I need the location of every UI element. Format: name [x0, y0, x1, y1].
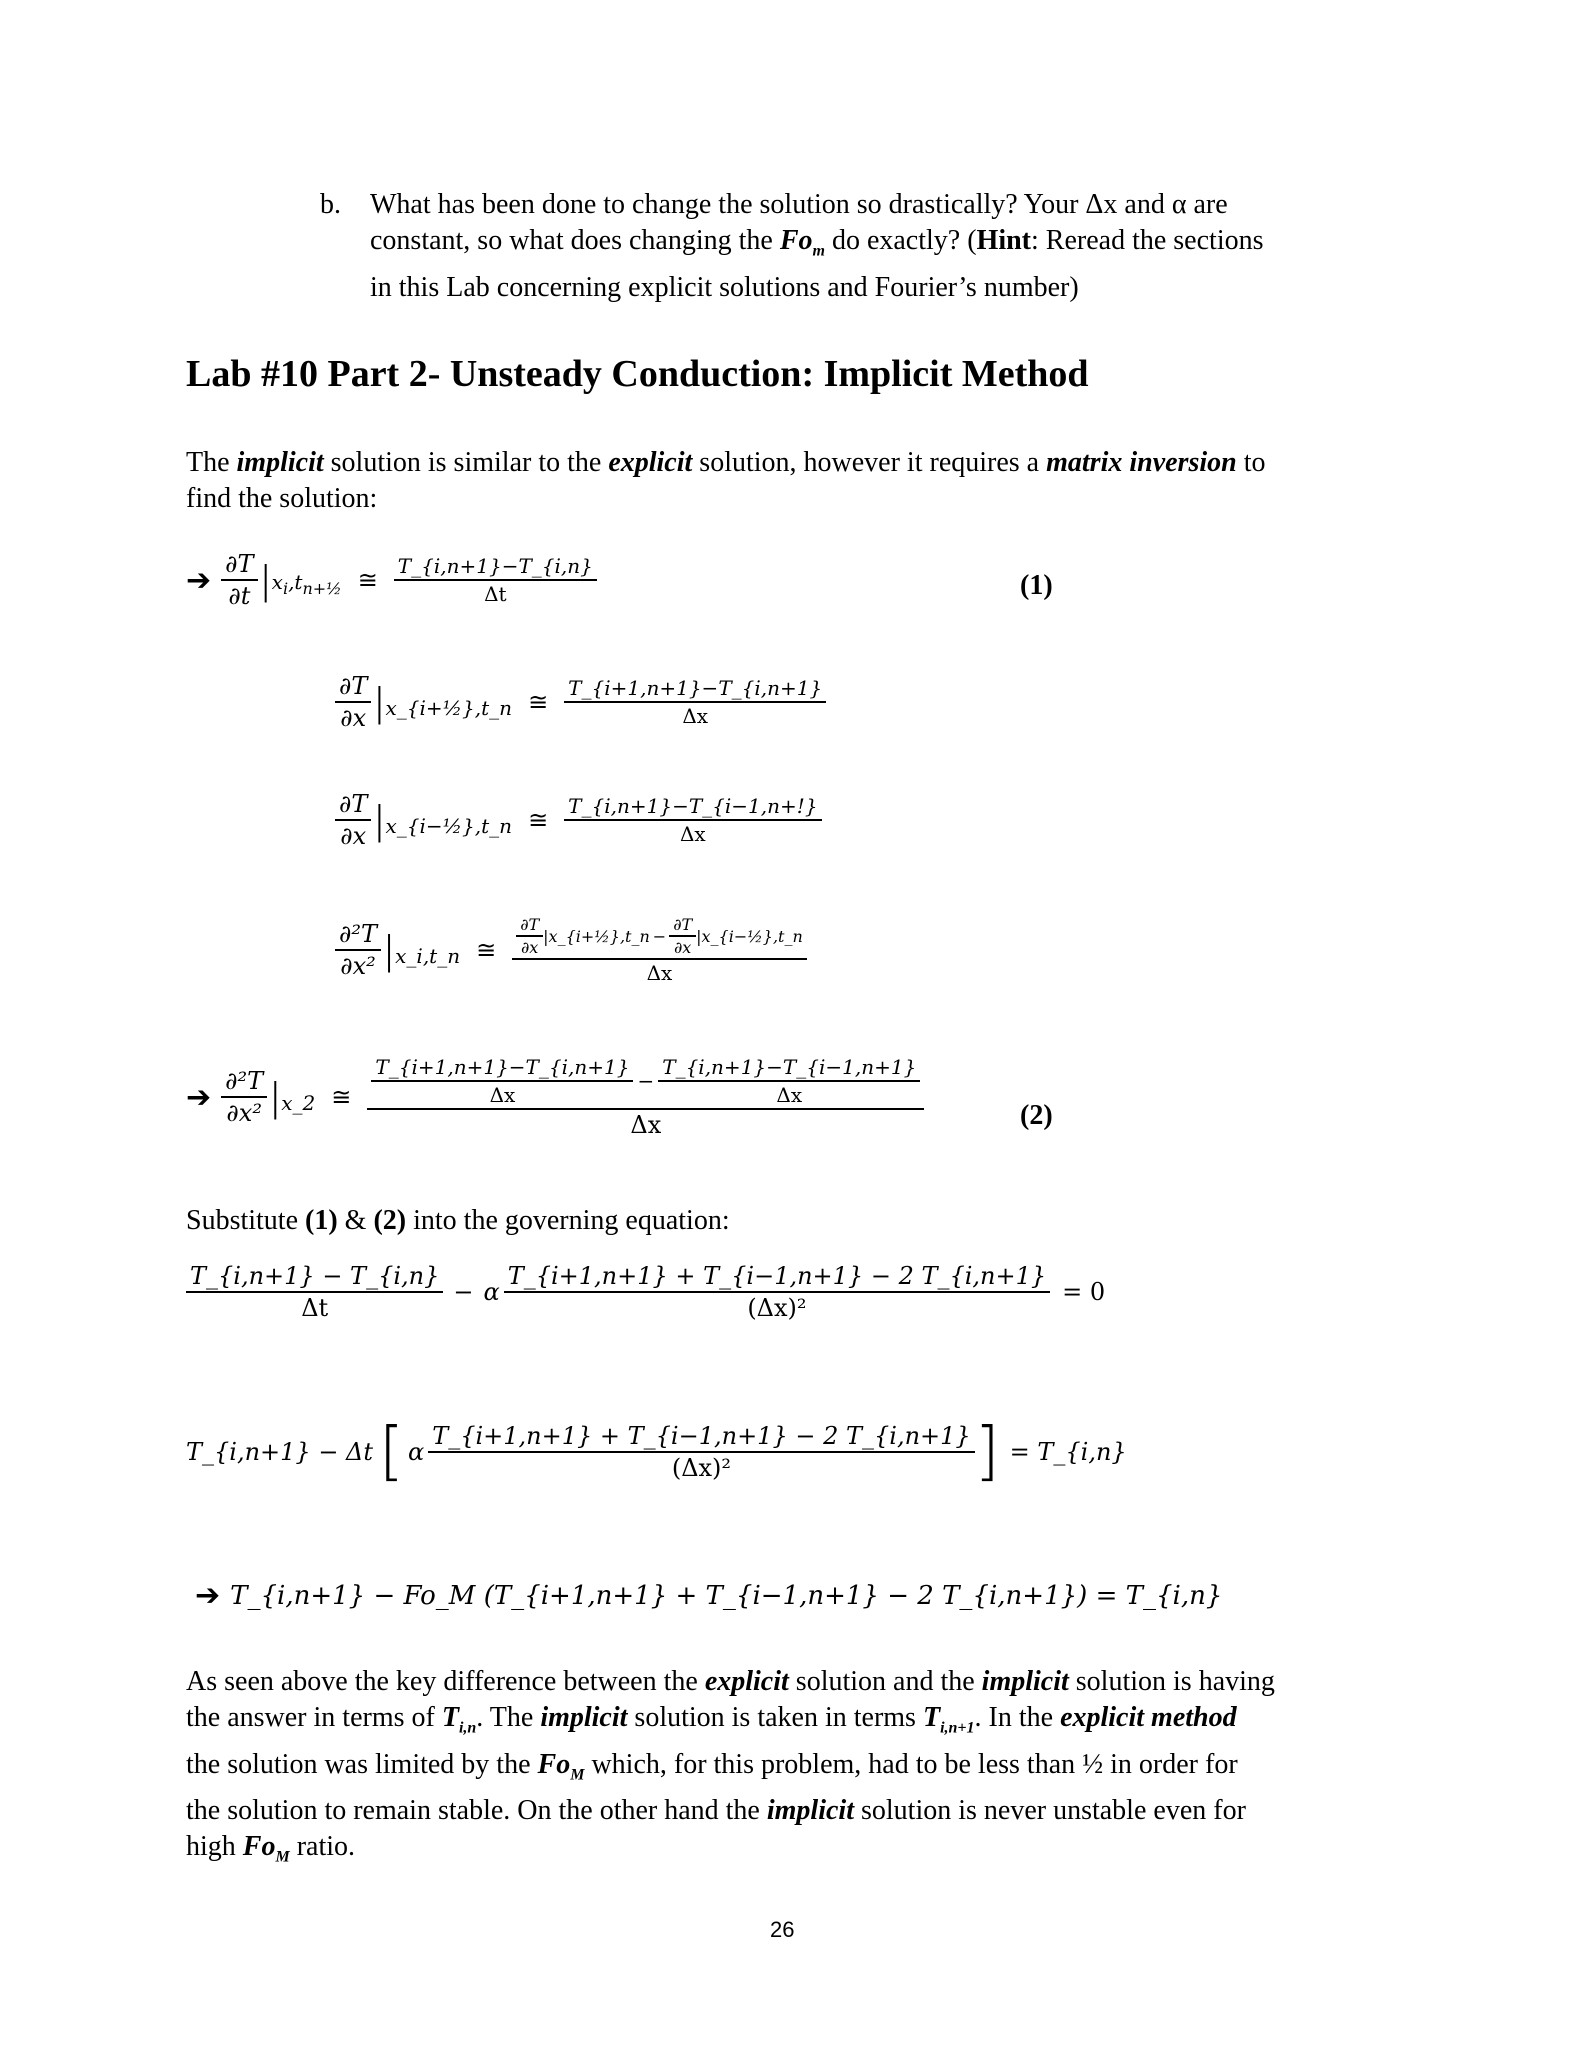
- eqA-eval: x_{i+½},t_n: [385, 696, 513, 720]
- gov2-fraction: $\frac{T\_\{i+1,n+1\} + T\_\{i-1,n+1\} - 2 T\_\{i,n+1\}}{\text{(Δx)²}}$: [428, 1422, 974, 1482]
- eq2-lhs-fraction: $\frac{\text{∂²T}}{\text{∂x²}}$: [221, 1067, 267, 1127]
- arrow-icon: ➔: [186, 562, 212, 598]
- eqC-eval: x_i,t_n: [395, 944, 461, 968]
- conclusion-line4: the solution to remain stable. On the other hand the implicit solution is never unstable even for: [186, 1795, 1246, 1827]
- gov1-left-fraction: $\frac{T\_\{i,n+1\} - T\_\{i,n\}}{\Delta t}$: [186, 1262, 443, 1322]
- eq2-rhs-fraction: $\frac{T\_\{i+1,n+1\}-T\_\{i,n+1\}}{\Delta x}$ − $\frac{T\_\{i,n+1\}-T\_\{i-1,n+1\}}{\Delta x}$ Δx: [367, 1055, 924, 1139]
- eqA-rhs-fraction: $\frac{T\_\{i+1,n+1\}-T\_\{i,n+1\}}{\Delta x}$: [564, 676, 826, 728]
- question-b-text: [370, 187, 1390, 306]
- question-b-label: b.: [320, 189, 341, 220]
- arrow-icon: ➔: [195, 1578, 221, 1613]
- equation-1: [186, 550, 597, 610]
- conclusion-line5: high $Fo_M$ ratio.: [186, 1831, 356, 1866]
- question-b-line1: What has been done to change the solution so drastically? Your Δx and α are: [370, 189, 1228, 220]
- equation-dTdx-minus: $\frac{\partial T}{\partial x}$ | x_{i−½},t_n ≅ $\frac{T\_\{i,n+1\}-T\_\{i-1,n+!\}}{\Delta x}$: [335, 790, 822, 850]
- question-b-line2: constant, so what does changing the $Fo_m$ do exactly? (Hint: Reread the sections: [370, 225, 1264, 260]
- section-heading: Lab #10 Part 2- Unsteady Conduction: Implicit Method: [186, 353, 1089, 395]
- eqB-eval: x_{i−½},t_n: [385, 814, 513, 838]
- approx-sign: ≅: [357, 566, 378, 594]
- intro-paragraph: [186, 445, 1406, 517]
- conclusion-line2: the answer in terms of $T_{i,n}$. The implicit solution is taken in terms $T_{i,n+1}$. In the explicit method: [186, 1702, 1237, 1737]
- equation-1-number: (1): [1020, 570, 1053, 601]
- governing-equation: $\frac{T\_\{i,n+1\} - T\_\{i,n\}}{\Delta t}$ − α $\frac{T\_\{i+1,n+1\} + T\_\{i-1,n+1\} - 2 T\_\{i,n+1\}}{\text{(Δx)²}}$ = 0: [186, 1262, 1105, 1322]
- eq1-rhs-fraction: $\frac{T\_\{i,n+1\}-T\_\{i,n\}}{\Delta t}$: [394, 554, 597, 606]
- approx-sign: ≅: [528, 806, 549, 834]
- substitute-text: Substitute (1) & (2) into the governing equation:: [186, 1205, 730, 1236]
- rearranged-equation: T_{i,n+1} − Δt [ α $\frac{T\_\{i+1,n+1\} + T\_\{i-1,n+1\} - 2 T\_\{i,n+1\}}{\text{(Δx)²}}$ ] = T_{i,n}: [186, 1415, 1127, 1489]
- conclusion-line1: As seen above the key difference between the explicit solution and the implicit solution is having: [186, 1666, 1275, 1697]
- intro-line2: find the solution:: [186, 483, 378, 514]
- equation-2-number: (2): [1020, 1100, 1053, 1131]
- equation-d2Tdx2: $\frac{\text{∂²T}}{\text{∂x²}}$ | x_i,t_n ≅ $\frac{\partial T}{\partial x}$ | x_{i+½},t_n − $\frac{\partial T}{\partial x}$ | x_{i−½},t_n Δx: [335, 915, 807, 985]
- approx-sign: ≅: [331, 1083, 352, 1111]
- intro-line1: The implicit solution is similar to the explicit solution, however it requires a matrix inversion to: [186, 447, 1266, 478]
- conclusion-paragraph: [186, 1664, 1416, 1876]
- equation-dTdx-plus: $\frac{\partial T}{\partial x}$ | x_{i+½},t_n ≅ $\frac{T\_\{i+1,n+1\}-T\_\{i,n+1\}}{\Delta x}$: [335, 672, 826, 732]
- question-b-line3: in this Lab concerning explicit solutions and Fourier’s number): [370, 271, 1079, 303]
- eval-bar: |: [261, 557, 270, 603]
- gov1-right-fraction: $\frac{T\_\{i+1,n+1\} + T\_\{i-1,n+1\} - 2 T\_\{i,n+1\}}{\text{(Δx)²}}$: [504, 1262, 1050, 1322]
- eqC-lhs-fraction: $\frac{\text{∂²T}}{\text{∂x²}}$: [335, 920, 381, 980]
- eq1-lhs-fraction: $\frac{\partial T}{\partial t}$: [221, 550, 257, 610]
- approx-sign: ≅: [476, 936, 497, 964]
- eqB-rhs-fraction: $\frac{T\_\{i,n+1\}-T\_\{i-1,n+!\}}{\Delta x}$: [564, 794, 821, 846]
- arrow-icon: ➔: [186, 1079, 212, 1115]
- page-number: 26: [770, 1917, 795, 1942]
- eq2-eval: x_2: [281, 1091, 316, 1115]
- implicit-equation: ➔ T_{i,n+1} − Fo_M (T_{i+1,n+1} + T_{i−1,n+1} − 2 T_{i,n+1}) = T_{i,n}: [195, 1578, 1223, 1613]
- conclusion-line3: the solution was limited by the $Fo_M$ which, for this problem, had to be less than ½ in order for: [186, 1748, 1238, 1784]
- equation-2: ➔ $\frac{\text{∂²T}}{\text{∂x²}}$ | x_2 ≅ $\frac{T\_\{i+1,n+1\}-T\_\{i,n+1\}}{\Delta x}$ − $\frac{T\_\{i,n+1\}-T\_\{i-1,n+1\}}{\Delta x}$ Δx: [186, 1055, 924, 1139]
- approx-sign: ≅: [528, 688, 549, 716]
- eqA-lhs-fraction: $\frac{\partial T}{\partial x}$: [335, 672, 371, 732]
- eq1-eval: $x_i,t_{n+\frac{1}{2}}$: [271, 570, 342, 598]
- eqB-lhs-fraction: $\frac{\partial T}{\partial x}$: [335, 790, 371, 850]
- eqC-rhs-fraction: $\frac{\partial T}{\partial x}$ | x_{i+½},t_n − $\frac{\partial T}{\partial x}$ | x_{i−½},t_n Δx: [512, 915, 807, 985]
